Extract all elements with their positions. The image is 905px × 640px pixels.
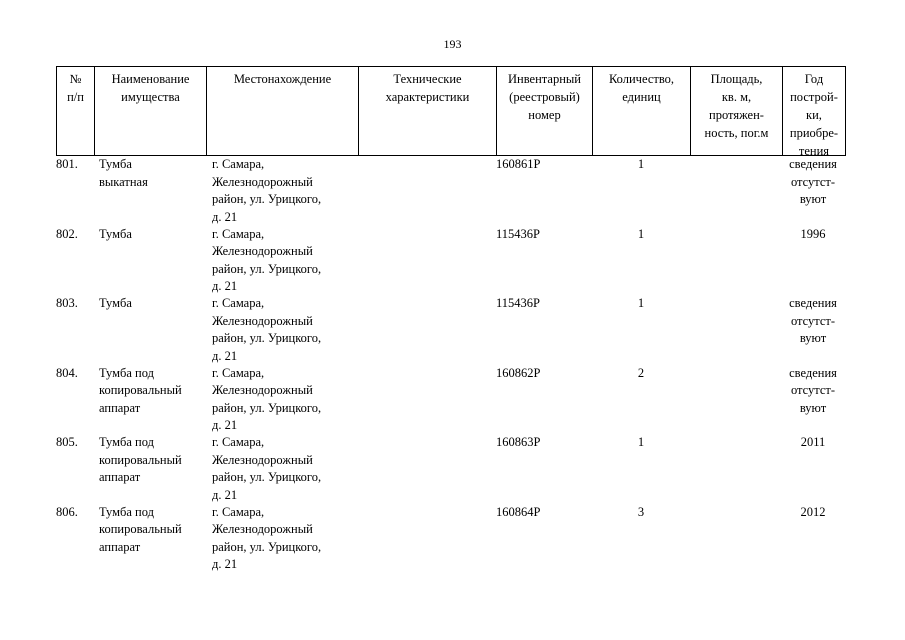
row-quantity: 1: [637, 157, 645, 171]
row-location: г. Самара, Железнодорожный район, ул. Урицкого, д. 21: [212, 296, 322, 363]
row-inventory: 160864Р: [496, 504, 541, 519]
row-num: 802.: [56, 226, 78, 241]
table-row: [56, 226, 846, 296]
header-num: № п/п: [56, 67, 94, 155]
header-inventory: Инвентарный (реестровый) номер: [496, 67, 592, 155]
row-num: 805.: [56, 435, 78, 449]
page-number: 193: [443, 37, 462, 51]
row-quantity: 3: [637, 504, 645, 519]
row-name: Тумба: [99, 226, 132, 241]
row-year: сведения отсутст- вуют: [789, 365, 837, 415]
row-location: г. Самара, Железнодорожный район, ул. Урицкого, д. 21: [212, 504, 322, 572]
row-num: 804.: [56, 365, 78, 380]
header-year: Год построй- ки, приобре- тения: [782, 67, 846, 155]
table-row: [56, 434, 846, 504]
header-location: Местонахождение: [206, 67, 358, 155]
row-year: 1996: [800, 226, 826, 241]
row-quantity: 1: [637, 296, 645, 310]
row-inventory: 115436Р: [496, 296, 540, 310]
row-year: 2011: [800, 435, 826, 449]
row-name: Тумба под копировальный аппарат: [99, 435, 182, 485]
row-name: Тумба: [99, 296, 132, 310]
row-year: сведения отсутст- вуют: [789, 296, 837, 346]
table-row: [56, 504, 846, 574]
row-num: 801.: [56, 157, 78, 171]
row-quantity: 2: [637, 365, 645, 380]
table-row: [56, 156, 846, 226]
row-inventory: 115436Р: [496, 226, 540, 241]
row-inventory: 160863Р: [496, 435, 541, 449]
row-name: Тумба под копировальный аппарат: [99, 365, 182, 415]
header-name: Наименование имущества: [94, 67, 206, 155]
row-inventory: 160862Р: [496, 365, 541, 380]
row-name: Тумба под копировальный аппарат: [99, 504, 182, 554]
property-table: [56, 66, 846, 573]
row-num: 806.: [56, 504, 78, 519]
row-location: г. Самара, Железнодорожный район, ул. Урицкого, д. 21: [212, 435, 322, 502]
row-location: г. Самара, Железнодорожный район, ул. Урицкого, д. 21: [212, 226, 322, 294]
table-row: [56, 295, 846, 365]
header-area: Площадь, кв. м, протяжен- ность, пог.м: [690, 67, 782, 155]
row-inventory: 160861Р: [496, 157, 541, 171]
row-num: 803.: [56, 296, 78, 310]
row-location: г. Самара, Железнодорожный район, ул. Урицкого, д. 21: [212, 365, 322, 433]
row-name: Тумба выкатная: [99, 157, 148, 189]
row-year: 2012: [800, 504, 826, 519]
row-quantity: 1: [637, 435, 645, 449]
table-header: [56, 66, 846, 156]
header-tech: Технические характеристики: [358, 67, 496, 155]
table-row: [56, 365, 846, 435]
row-year: сведения отсутст- вуют: [789, 157, 837, 207]
row-quantity: 1: [637, 226, 645, 241]
header-quantity: Количество, единиц: [592, 67, 690, 155]
row-location: г. Самара, Железнодорожный район, ул. Урицкого, д. 21: [212, 157, 322, 224]
